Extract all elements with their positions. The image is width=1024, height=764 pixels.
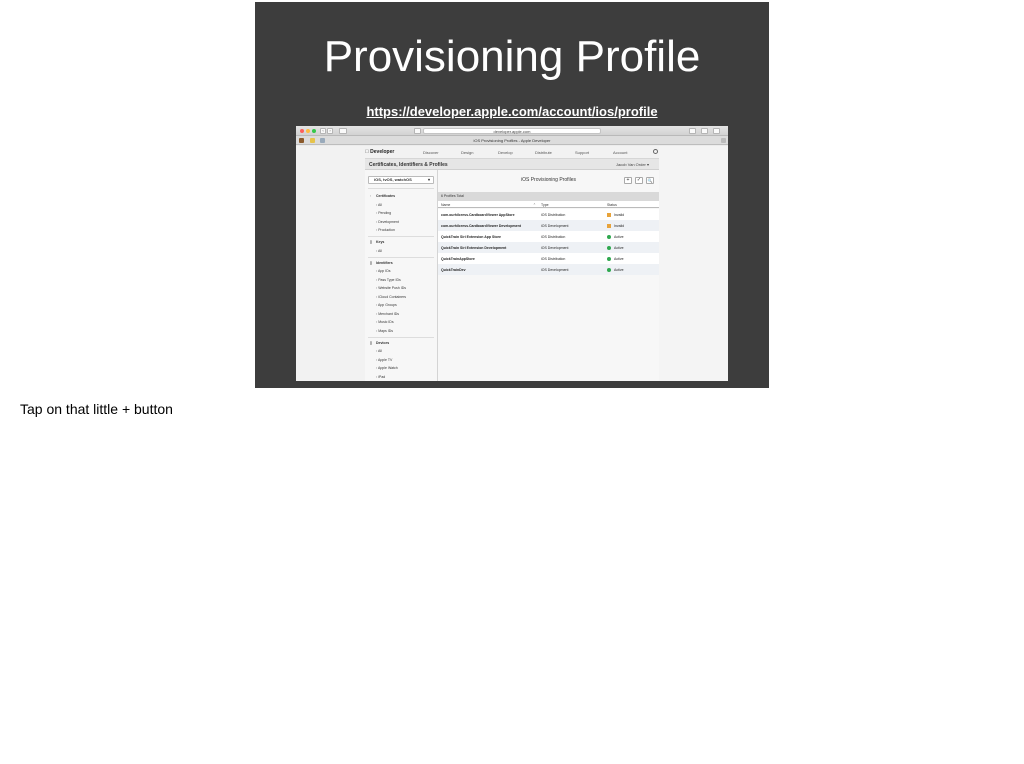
sidebar-item-production[interactable]: ▫ Production <box>376 228 395 232</box>
profile-type: iOS Distribution <box>541 235 566 239</box>
zoom-window-icon[interactable] <box>312 129 316 133</box>
profile-status: Invalid <box>614 224 625 228</box>
warning-icon <box>607 213 611 217</box>
sidebar-item-apple-tv[interactable]: ▫ Apple TV <box>376 358 393 362</box>
extension-icon[interactable] <box>689 128 696 134</box>
sidebar-section-certificates[interactable]: Certificates <box>376 194 396 198</box>
sidebar-item-icloud-containers[interactable]: ▫ iCloud Containers <box>376 295 407 299</box>
table-row[interactable] <box>438 242 659 253</box>
back-icon[interactable]: ‹ <box>320 128 326 134</box>
close-window-icon[interactable] <box>300 129 304 133</box>
sort-icon[interactable]: ⌃ <box>533 203 536 207</box>
warning-icon <box>607 224 611 228</box>
page-margin <box>659 146 728 381</box>
certificate-icon: ◦ <box>370 194 372 198</box>
address-bar[interactable]: developer.apple.com <box>423 128 601 134</box>
privacy-icon[interactable] <box>414 128 421 134</box>
sidebar-item-music-ids[interactable]: ▫ Music IDs <box>376 320 394 324</box>
table-row[interactable] <box>438 209 659 220</box>
web-page <box>296 146 728 381</box>
table-row[interactable] <box>438 253 659 264</box>
divider <box>368 257 434 258</box>
table-header <box>438 201 659 208</box>
divider <box>368 337 434 338</box>
profiles-content <box>438 170 659 381</box>
nav-discover[interactable]: Discover <box>423 150 439 155</box>
nav-distribute[interactable]: Distribute <box>535 150 552 155</box>
profile-type: iOS Development <box>541 246 569 250</box>
sidebar-item-devices-all[interactable]: ▫ All <box>376 349 382 353</box>
browser-screenshot <box>296 126 728 381</box>
section-header <box>365 158 659 170</box>
slide <box>255 2 769 388</box>
sidebar-section-identifiers[interactable]: Identifiers <box>376 261 393 265</box>
slide-url-link[interactable]: https://developer.apple.com/account/ios/profile <box>366 104 658 119</box>
profiles-total: 6 Profiles Total <box>438 192 659 201</box>
sidebar-item-development[interactable]: ▫ Development <box>376 220 399 224</box>
sidebar-item-app-ids[interactable]: ▫ App IDs <box>376 269 391 273</box>
column-type[interactable]: Type <box>541 203 549 207</box>
table-row[interactable] <box>438 231 659 242</box>
table-row[interactable] <box>438 264 659 275</box>
search-icon[interactable] <box>653 149 658 154</box>
developer-logo[interactable]: Developer <box>365 149 390 155</box>
account-menu[interactable]: Jacob Van Order ▾ <box>615 162 649 167</box>
key-icon: ▯ <box>370 240 372 244</box>
browser-toolbar <box>296 126 728 136</box>
sidebar-item-ipad[interactable]: ▫ iPad <box>376 375 386 379</box>
sidebar-toggle-icon[interactable] <box>339 128 347 134</box>
sidebar-section-keys[interactable]: Keys <box>376 240 385 244</box>
profile-type: iOS Distribution <box>541 213 566 217</box>
profile-status: Active <box>614 257 624 261</box>
developer-nav-bar <box>365 146 659 158</box>
tab-bar <box>296 136 728 145</box>
profile-name: com.ourhilcress.CardboardViewer Development <box>441 224 521 228</box>
add-profile-button[interactable]: + <box>624 177 632 184</box>
new-tab-icon[interactable] <box>721 138 726 143</box>
share-icon[interactable] <box>701 128 708 134</box>
sidebar-item-certificates-all[interactable]: ▫ All <box>376 203 382 207</box>
nav-develop[interactable]: Develop <box>498 150 513 155</box>
content-title: iOS Provisioning Profiles <box>520 177 577 183</box>
profile-status: Invalid <box>614 213 625 217</box>
sidebar-item-pending[interactable]: ▫ Pending <box>376 211 392 215</box>
sidebar-section-devices[interactable]: Devices <box>376 341 390 345</box>
slide-title: Provisioning Profile <box>323 32 701 81</box>
sidebar-item-website-push-ids[interactable]: ▫ Website Push IDs <box>376 286 406 290</box>
profile-name: com.ourhilcress.CardboardViewer AppStore <box>441 213 515 217</box>
nav-support[interactable]: Support <box>575 150 590 155</box>
table-row[interactable] <box>438 220 659 231</box>
profile-name: QuickTrainAppStore <box>441 257 475 261</box>
tabs-overview-icon[interactable] <box>713 128 720 134</box>
edit-profile-button[interactable]: ✓ <box>636 177 642 183</box>
minimize-window-icon[interactable] <box>306 129 310 133</box>
profile-status: Active <box>614 246 624 250</box>
device-icon: ▯ <box>370 341 372 345</box>
profile-status: Active <box>614 268 624 272</box>
sidebar-item-pass-type-ids[interactable]: ▫ Pass Type IDs <box>376 278 401 282</box>
sidebar <box>365 170 438 381</box>
divider <box>368 188 434 189</box>
sidebar-item-apple-watch[interactable]: ▫ Apple Watch <box>376 366 398 370</box>
sidebar-item-app-groups[interactable]: ▫ App Groups <box>376 303 397 307</box>
tab-title[interactable]: iOS Provisioning Profiles - Apple Developer <box>473 138 551 143</box>
active-status-icon <box>607 257 611 261</box>
profile-status: Active <box>614 235 624 239</box>
nav-account[interactable]: Account <box>613 150 628 155</box>
column-status[interactable]: Status <box>607 203 617 207</box>
nav-design[interactable]: Design <box>461 150 474 155</box>
sidebar-item-maps-ids[interactable]: ▫ Maps IDs <box>376 329 393 333</box>
platform-select[interactable]: iOS, tvOS, watchOS ▾ <box>368 176 434 184</box>
presenter-note: Tap on that little + button <box>20 401 173 417</box>
profile-type: iOS Development <box>541 224 569 228</box>
identifier-icon: ▯ <box>370 261 372 265</box>
section-title: Certificates, Identifiers & Profiles <box>369 162 448 168</box>
profile-name: QuickTrainDev <box>441 268 466 272</box>
profile-type: iOS Development <box>541 268 569 272</box>
sidebar-item-keys-all[interactable]: ▫ All <box>376 249 382 253</box>
divider <box>368 236 434 237</box>
active-status-icon <box>607 235 611 239</box>
forward-icon[interactable]: › <box>327 128 333 134</box>
profile-type: iOS Distribution <box>541 257 566 261</box>
active-status-icon <box>607 268 611 272</box>
search-profiles-button[interactable]: 🔍 <box>647 178 653 183</box>
profile-name: QuickTrain Siri Extension Development <box>441 246 507 250</box>
profile-name: QuickTrain Siri Extension App Store <box>441 235 501 239</box>
sidebar-item-merchant-ids[interactable]: ▫ Merchant IDs <box>376 312 400 316</box>
active-status-icon <box>607 246 611 250</box>
column-name[interactable]: Name <box>441 203 451 207</box>
